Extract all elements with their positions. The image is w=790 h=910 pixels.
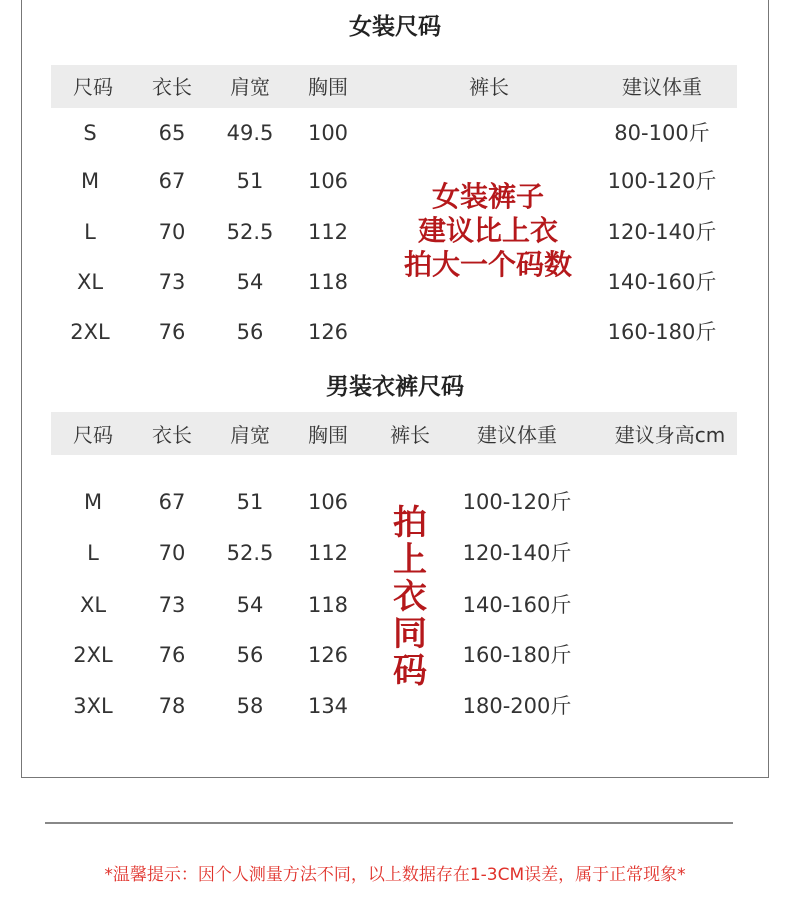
women-table-cell: XL <box>76 270 104 294</box>
men-note-char: 上 <box>393 540 427 580</box>
men-table-cell: 70 <box>158 541 186 565</box>
men-size-title: 男装衣裤尺码 <box>326 374 464 400</box>
women-table-cell: 100-120斤 <box>607 169 717 193</box>
men-table-cell: 180-200斤 <box>462 694 572 718</box>
men-table-cell: 100-120斤 <box>462 490 572 514</box>
men-table-cell: 73 <box>158 593 186 617</box>
women-table-cell: 67 <box>158 169 186 193</box>
women-table-cell: 106 <box>307 169 349 193</box>
men-table-cell: 3XL <box>73 694 113 718</box>
women-table-cell: 80-100斤 <box>614 121 710 145</box>
men-table-cell: XL <box>79 593 107 617</box>
women-table-cell: 112 <box>307 220 349 244</box>
women-header-cell: 尺码 <box>73 75 113 99</box>
women-table-cell: 52.5 <box>226 220 274 244</box>
women-table-cell: 126 <box>307 320 349 344</box>
men-header-cell: 衣长 <box>152 423 192 447</box>
men-table-cell: 78 <box>158 694 186 718</box>
men-header-cell: 建议体重 <box>477 423 557 447</box>
divider-line <box>45 822 733 824</box>
women-table-cell: 70 <box>158 220 186 244</box>
women-pants-note <box>393 180 583 282</box>
women-header-cell: 胸围 <box>308 75 348 99</box>
men-header-cell: 裤长 <box>390 423 430 447</box>
women-table-cell: 2XL <box>70 320 110 344</box>
women-table-cell: 51 <box>236 169 264 193</box>
women-table-cell: 76 <box>158 320 186 344</box>
women-table-cell: 120-140斤 <box>607 220 717 244</box>
men-header-cell: 胸围 <box>308 423 348 447</box>
men-table-cell: 76 <box>158 643 186 667</box>
women-table-cell: 49.5 <box>226 121 274 145</box>
men-header-cell: 尺码 <box>73 423 113 447</box>
men-note-char: 码 <box>393 651 427 691</box>
men-table-cell: 112 <box>307 541 349 565</box>
women-table-cell: 160-180斤 <box>607 320 717 344</box>
men-table-cell: 120-140斤 <box>462 541 572 565</box>
women-size-title: 女装尺码 <box>349 14 441 40</box>
women-table-cell: 73 <box>158 270 186 294</box>
women-header-cell: 裤长 <box>469 75 509 99</box>
men-table-cell: 134 <box>307 694 349 718</box>
women-table-cell: 118 <box>307 270 349 294</box>
women-table-cell: M <box>80 169 100 193</box>
men-table-cell: 51 <box>236 490 264 514</box>
men-header-cell: 肩宽 <box>230 423 270 447</box>
men-table-cell: 2XL <box>73 643 113 667</box>
men-pants-note <box>390 505 430 690</box>
women-table-cell: L <box>84 220 96 244</box>
women-header-cell: 肩宽 <box>230 75 270 99</box>
men-table-cell: 54 <box>236 593 264 617</box>
men-table-cell: 52.5 <box>226 541 274 565</box>
women-header-cell: 建议体重 <box>622 75 702 99</box>
women-table-cell: 100 <box>307 121 349 145</box>
men-table-cell: L <box>87 541 99 565</box>
women-table-cell: S <box>83 121 97 145</box>
men-header-cell: 建议身高cm <box>614 423 726 447</box>
women-note-line: 拍大一个码数 <box>403 248 572 281</box>
men-table-cell: 106 <box>307 490 349 514</box>
men-table-cell: 160-180斤 <box>462 643 572 667</box>
men-table-cell: 67 <box>158 490 186 514</box>
measurement-tip: *温馨提示：因个人测量方法不同，以上数据存在1-3CM误差，属于正常现象* <box>104 865 686 885</box>
men-note-char: 拍 <box>393 503 427 543</box>
women-note-line: 女装裤子 <box>431 180 544 213</box>
women-table-cell: 56 <box>236 320 264 344</box>
women-header-cell: 衣长 <box>152 75 192 99</box>
men-table-cell: M <box>83 490 103 514</box>
men-table-cell: 58 <box>236 694 264 718</box>
women-table-cell: 65 <box>158 121 186 145</box>
men-table-cell: 126 <box>307 643 349 667</box>
women-table-cell: 140-160斤 <box>607 270 717 294</box>
women-table-cell: 54 <box>236 270 264 294</box>
women-note-line: 建议比上衣 <box>417 214 558 247</box>
men-note-char: 同 <box>393 614 427 654</box>
men-note-char: 衣 <box>393 577 427 617</box>
men-table-cell: 56 <box>236 643 264 667</box>
men-table-cell: 118 <box>307 593 349 617</box>
men-table-cell: 140-160斤 <box>462 593 572 617</box>
